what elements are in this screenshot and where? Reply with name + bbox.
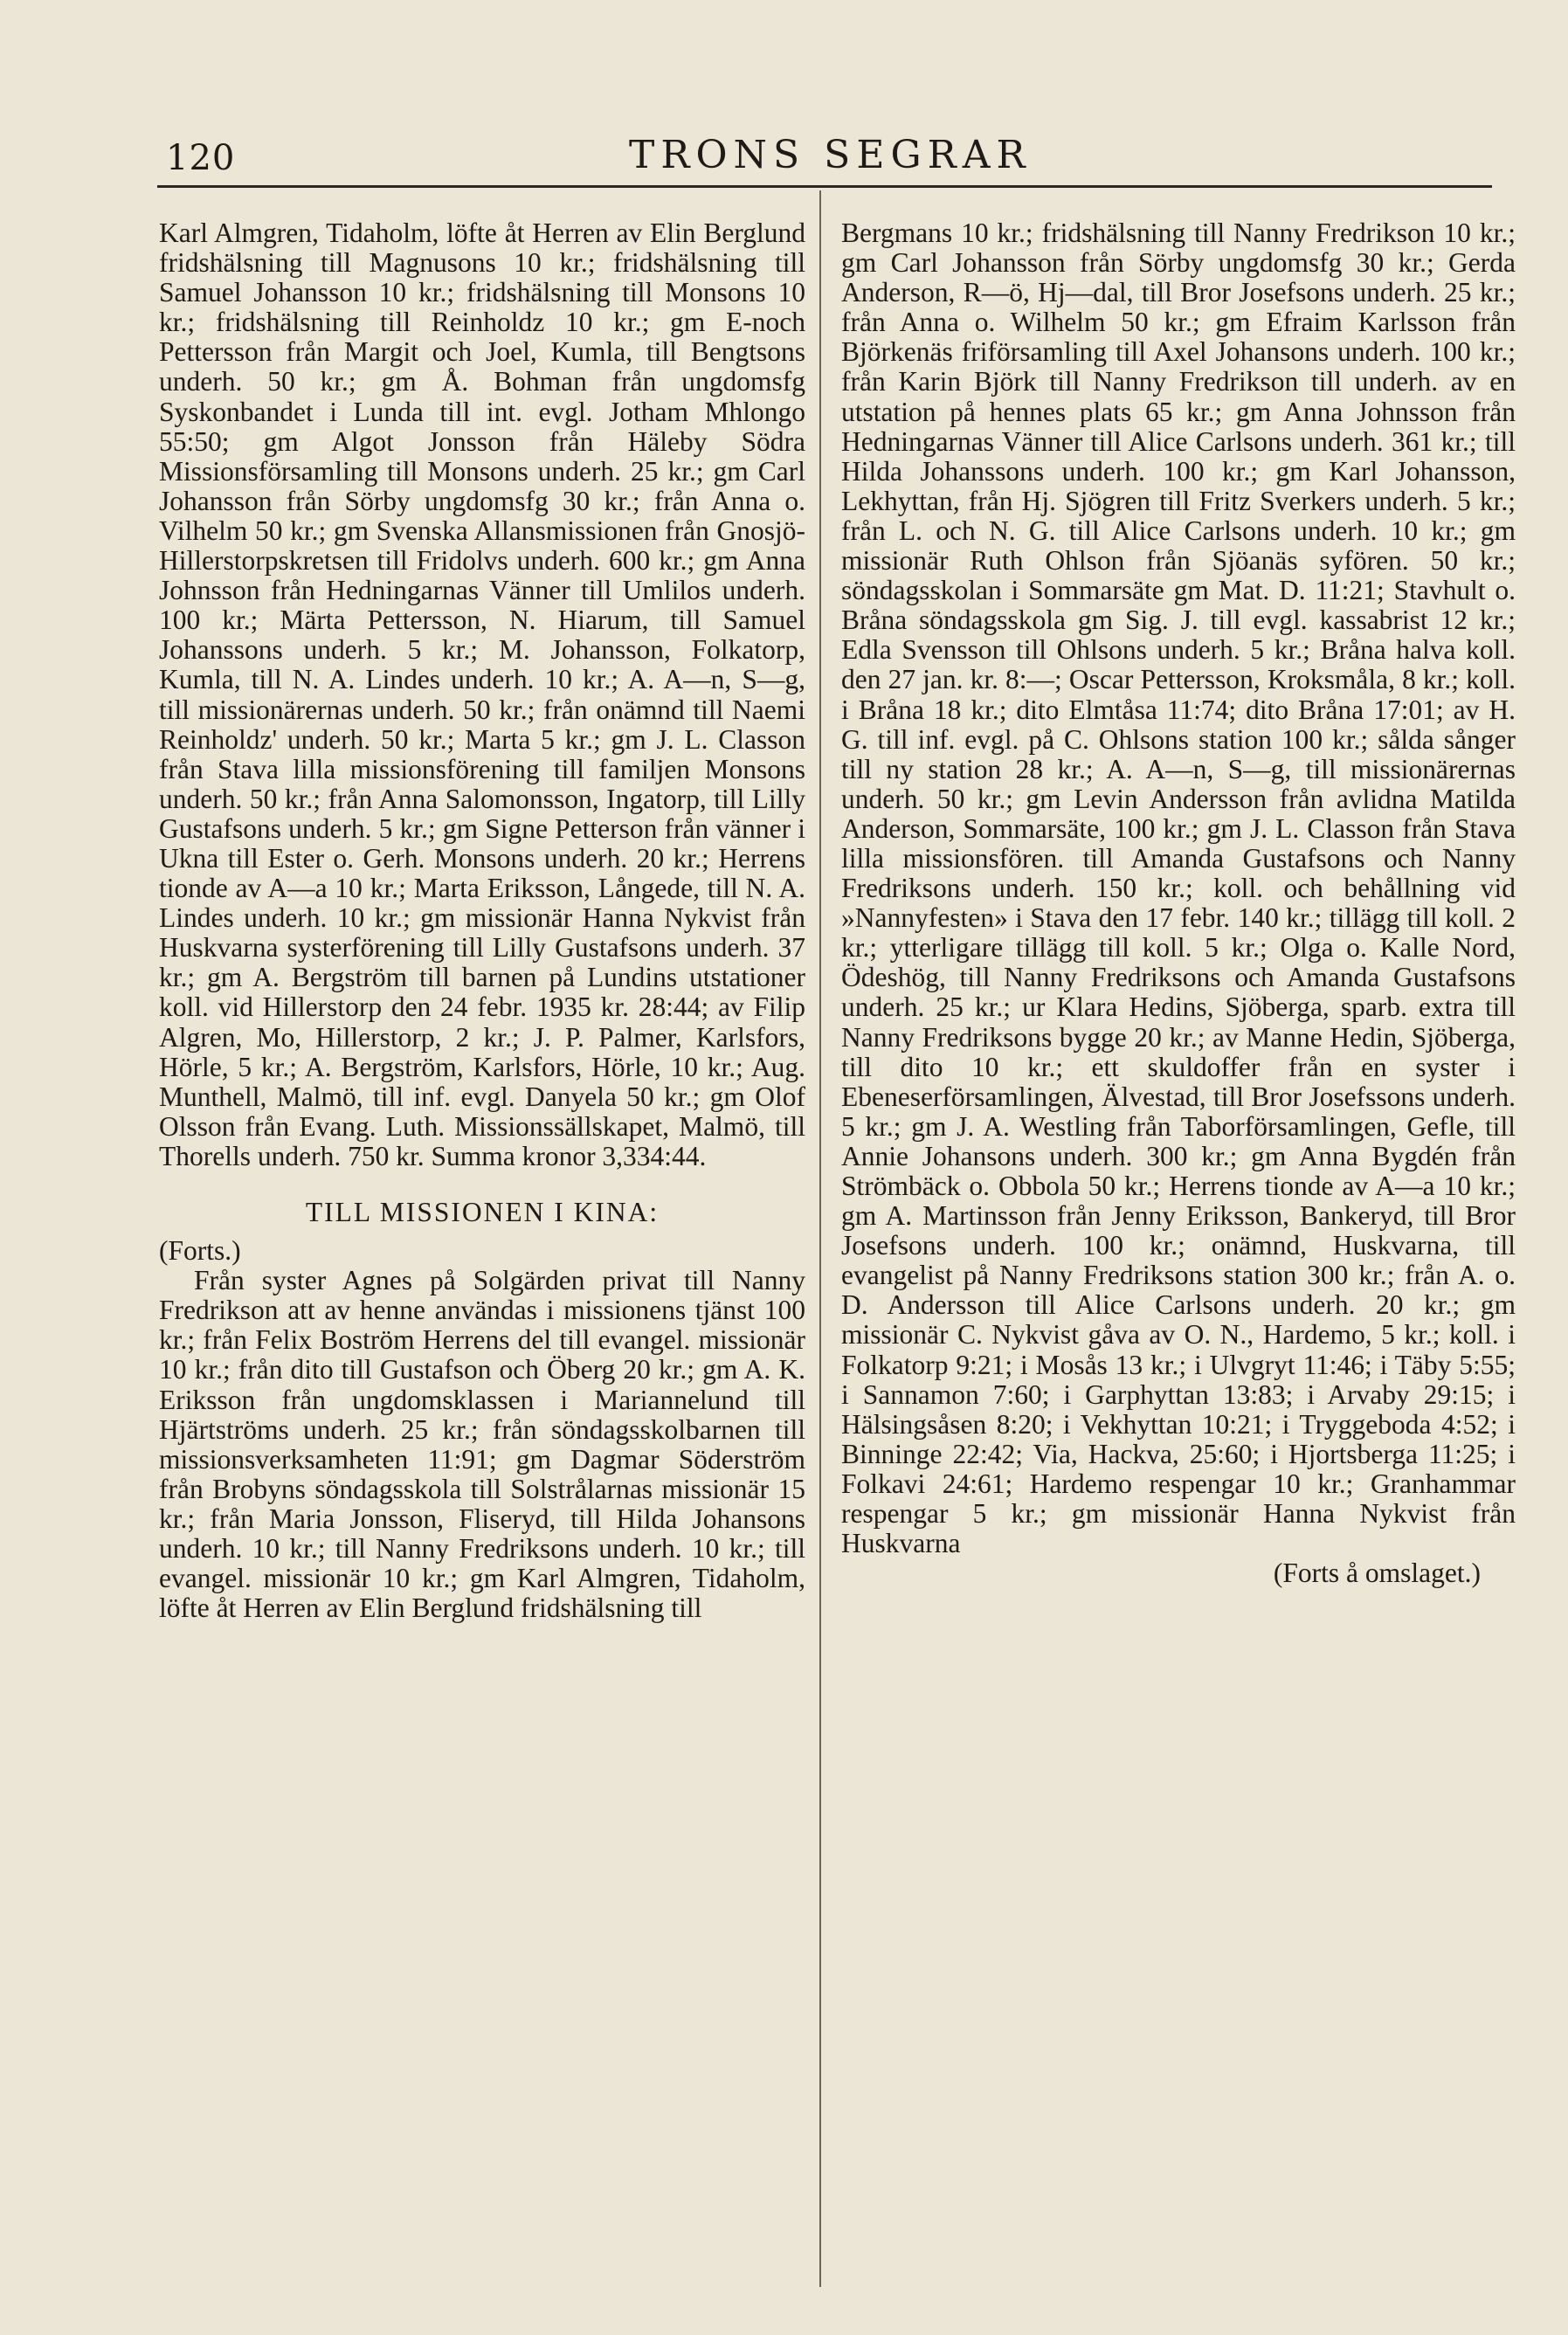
- left-column: [159, 218, 805, 1623]
- donation-list-paragraph: Karl Almgren, Tidaholm, löfte åt Herren av Elin Berglund fridshälsning till Magnusons 10 kr.; fridshälsning till Samuel Johansson 10 kr.; fridshälsning till Monsons 10 kr.; fridshälsning till Reinholdz 10 kr.; gm E-noch Pettersson från Margit och Joel, Kumla, till Bengtsons underh. 50 kr.; gm Å. Bohman från ungdomsfg Syskonbandet i Lunda till int. evgl. Jotham Mhlongo 55:50; gm Algot Jonsson från Häleby Södra Missionsförsamling till Monsons underh. 25 kr.; gm Carl Johansson från Sörby ungdomsfg 30 kr.; från Anna o. Vilhelm 50 kr.; gm Svenska Allansmissionen från Gnosjö-Hillerstorpskretsen till Fridolvs underh. 600 kr.; gm Anna Johnsson från Hedningarnas Vänner till Umlilos underh. 100 kr.; Märta Pettersson, N. Hiarum, till Samuel Johanssons underh. 5 kr.; M. Johansson, Folkatorp, Kumla, till N. A. Lindes underh. 10 kr.; A. A—n, S—g, till missionärernas underh. 50 kr.; från onämnd till Naemi Reinholdz' underh. 50 kr.; Marta 5 kr.; gm J. L. Classon från Stava lilla missionsförening till familjen Monsons underh. 50 kr.; från Anna Salomonsson, Ingatorp, till Lilly Gustafsons underh. 5 kr.; gm Signe Petterson från vänner i Ukna till Ester o. Gerh. Monsons underh. 20 kr.; Herrens tionde av A—a 10 kr.; Marta Eriksson, Långede, till N. A. Lindes underh. 10 kr.; gm missionär Hanna Nykvist från Huskvarna systerförening till Lilly Gustafsons underh. 37 kr.; gm A. Bergström till barnen på Lundins utstationer koll. vid Hillerstorp den 24 febr. 1935 kr. 28:44; av Filip Algren, Mo, Hillerstorp, 2 kr.; J. P. Palmer, Karlsfors, Hörle, 5 kr.; A. Bergström, Karlsfors, Hörle, 10 kr.; Aug. Munthell, Malmö, till inf. evgl. Danyela 50 kr.; gm Olof Olsson från Evang. Luth. Missionssällskapet, Malmö, till Thorells underh. 750 kr. Summa kronor 3,334:44.: [159, 218, 805, 1171]
- page-number: 120: [166, 138, 236, 178]
- china-donations-paragraph: Från syster Agnes på Solgärden privat till Nanny Fredrikson att av henne användas i missionens tjänst 100 kr.; från Felix Boström Herrens del till evangel. missionär 10 kr.; från dito till Gustafson och Öberg 20 kr.; gm A. K. Eriksson från ungdomsklassen i Mariannelund till Hjärtströms underh. 25 kr.; från söndagsskolbarnen till missionsverksamheten 11:91; gm Dagmar Söderström från Brobyns söndagsskola till Solstrålarnas missionär 15 kr.; från Maria Jonsson, Fliseryd, till Hilda Johansons underh. 10 kr.; till Nanny Fredriksons underh. 10 kr.; till evangel. missionär 10 kr.; gm Karl Almgren, Tidaholm, löfte åt Herren av Elin Berglund fridshälsning till: [159, 1265, 805, 1624]
- forts-label: (Forts.): [159, 1235, 241, 1267]
- section-heading: TILL MISSIONEN I KINA:: [305, 1197, 660, 1227]
- right-column: [841, 218, 1516, 1588]
- continued-note: (Forts å omslaget.): [1273, 1558, 1481, 1589]
- donation-list-continued-paragraph: Bergmans 10 kr.; fridshälsning till Nanny Fredrikson 10 kr.; gm Carl Johansson från Sörby ungdomsfg 30 kr.; Gerda Anderson, R—ö, Hj—dal, till Bror Josefsons underh. 25 kr.; från Anna o. Wilhelm 50 kr.; gm Efraim Karlsson från Björkenäs friförsamling till Axel Johansons underh. 100 kr.; från Karin Björk till Nanny Fredrikson till underh. av en utstation på hennes plats 65 kr.; gm Anna Johnsson från Hedningarnas Vänner till Alice Carlsons underh. 361 kr.; till Hilda Johanssons underh. 100 kr.; gm Karl Johansson, Lekhyttan, från Hj. Sjögren till Fritz Sverkers underh. 5 kr.; från L. och N. G. till Alice Carlsons underh. 10 kr.; gm missionär Ruth Ohlson från Sjöanäs syfören. 50 kr.; söndagsskolan i Sommarsäte gm Mat. D. 11:21; Stavhult o. Bråna söndagsskola gm Sig. J. till evgl. kassabrist 12 kr.; Edla Svensson till Ohlsons underh. 5 kr.; Bråna halva koll. den 27 jan. kr. 8:—; Oscar Pettersson, Kroksmåla, 8 kr.; koll. i Bråna 18 kr.; dito Elmtåsa 11:74; dito Bråna 17:01; av H. G. till inf. evgl. på C. Ohlsons station 100 kr.; sålda sånger till ny station 28 kr.; A. A—n, S—g, till missionärernas underh. 50 kr.; gm Levin Andersson från avlidna Matilda Anderson, Sommarsäte, 100 kr.; gm J. L. Classon från Stava lilla missionsfören. till Amanda Gustafsons och Nanny Fredriksons underh. 150 kr.; koll. och behållning vid »Nannyfesten» i Stava den 17 febr. 140 kr.; tillägg till koll. 2 kr.; ytterligare tillägg till koll. 5 kr.; Olga o. Kalle Nord, Ödeshög, till Nanny Fredriksons och Amanda Gustafsons underh. 25 kr.; ur Klara Hedins, Sjöberga, sparb. extra till Nanny Fredriksons bygge 20 kr.; av Manne Hedin, Sjöberga, till dito 10 kr.; ett skuldoffer från en syster i Ebeneserförsamlingen, Älvestad, till Bror Josefssons underh. 5 kr.; gm J. A. Westling från Taborförsamlingen, Gefle, till Annie Johansons underh. 300 kr.; gm Anna Bygdén från Strömbäck o. Obbola 50 kr.; Herrens tionde av A—a 10 kr.; gm A. Martinsson från Jenny Eriksson, Bankeryd, till Bror Josefsons underh. 100 kr.; onämnd, Huskvarna, till evangelist på Nanny Fredriksons station 300 kr.; från A. o. D. Andersson till Alice Carlsons underh. 20 kr.; gm missionär C. Nykvist gåva av O. N., Hardemo, 5 kr.; koll. i Folkatorp 9:21; i Mosås 13 kr.; i Ulvgryt 11:46; i Täby 5:55; i Sannamon 7:60; i Garphyttan 13:83; i Arvaby 29:15; i Hälsingsåsen 8:20; i Vekhyttan 10:21; i Tryggeboda 4:52; i Binninge 22:42; Via, Hackva, 25:60; i Hjortsberga 11:25; i Folkavi 24:61; Hardemo respengar 10 kr.; Granhammar respengar 5 kr.; gm missionär Hanna Nykvist från Huskvarna: [841, 218, 1516, 1559]
- header-rule: [157, 185, 1492, 188]
- running-title: TRONS SEGRAR: [629, 133, 1032, 177]
- column-divider: [819, 190, 821, 2287]
